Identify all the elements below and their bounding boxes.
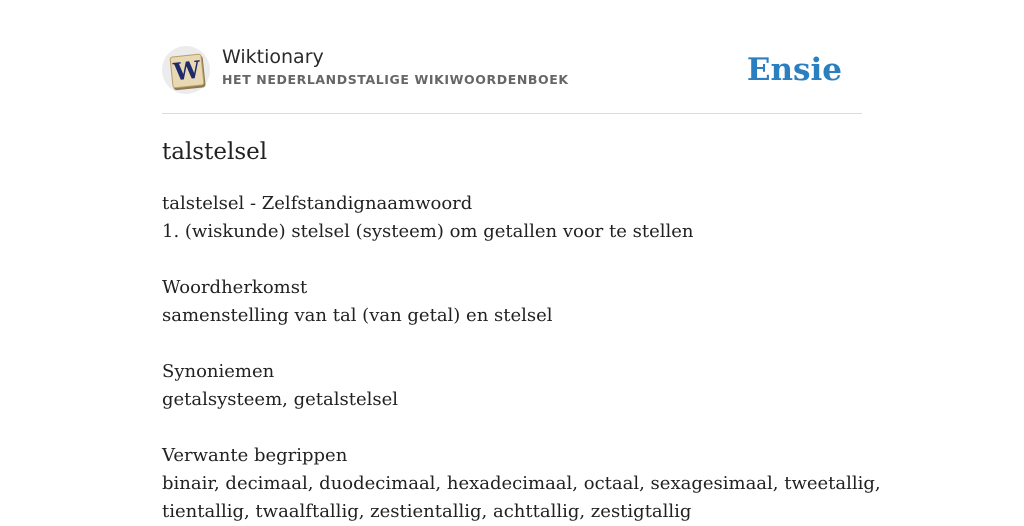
spacer <box>162 414 862 442</box>
entry-content <box>162 190 881 526</box>
etymology-text: samenstelling van tal (van getal) en stelsel <box>162 305 553 326</box>
related-label: Verwante begrippen <box>162 445 348 466</box>
ensie-link[interactable]: Ensie <box>746 52 842 88</box>
brand-name[interactable]: Wiktionary <box>222 46 324 68</box>
spacer <box>162 330 862 358</box>
definition: 1. (wiskunde) stelsel (systeem) om getallen voor te stellen <box>162 221 694 242</box>
page-title: talstelsel <box>162 139 268 165</box>
related-text-1: binair, decimaal, duodecimaal, hexadecimaal, octaal, sexagesimaal, tweetallig, <box>162 473 881 494</box>
logo-tile-icon: W <box>169 53 204 88</box>
etymology-label: Woordherkomst <box>162 277 308 298</box>
wiktionary-logo[interactable] <box>162 46 210 94</box>
page <box>162 0 881 522</box>
synonyms-text: getalsysteem, getalstelsel <box>162 389 399 410</box>
brand-tagline: HET NEDERLANDSTALIGE WIKIWOORDENBOEK <box>222 72 569 87</box>
brand <box>222 45 569 88</box>
entry-heading: talstelsel - Zelfstandignaamwoord <box>162 193 473 214</box>
spacer <box>162 246 862 274</box>
header <box>162 0 862 114</box>
synonyms-label: Synoniemen <box>162 361 275 382</box>
related-text-2: tientallig, twaalftallig, zestientallig, achttallig, zestigtallig <box>162 501 692 522</box>
